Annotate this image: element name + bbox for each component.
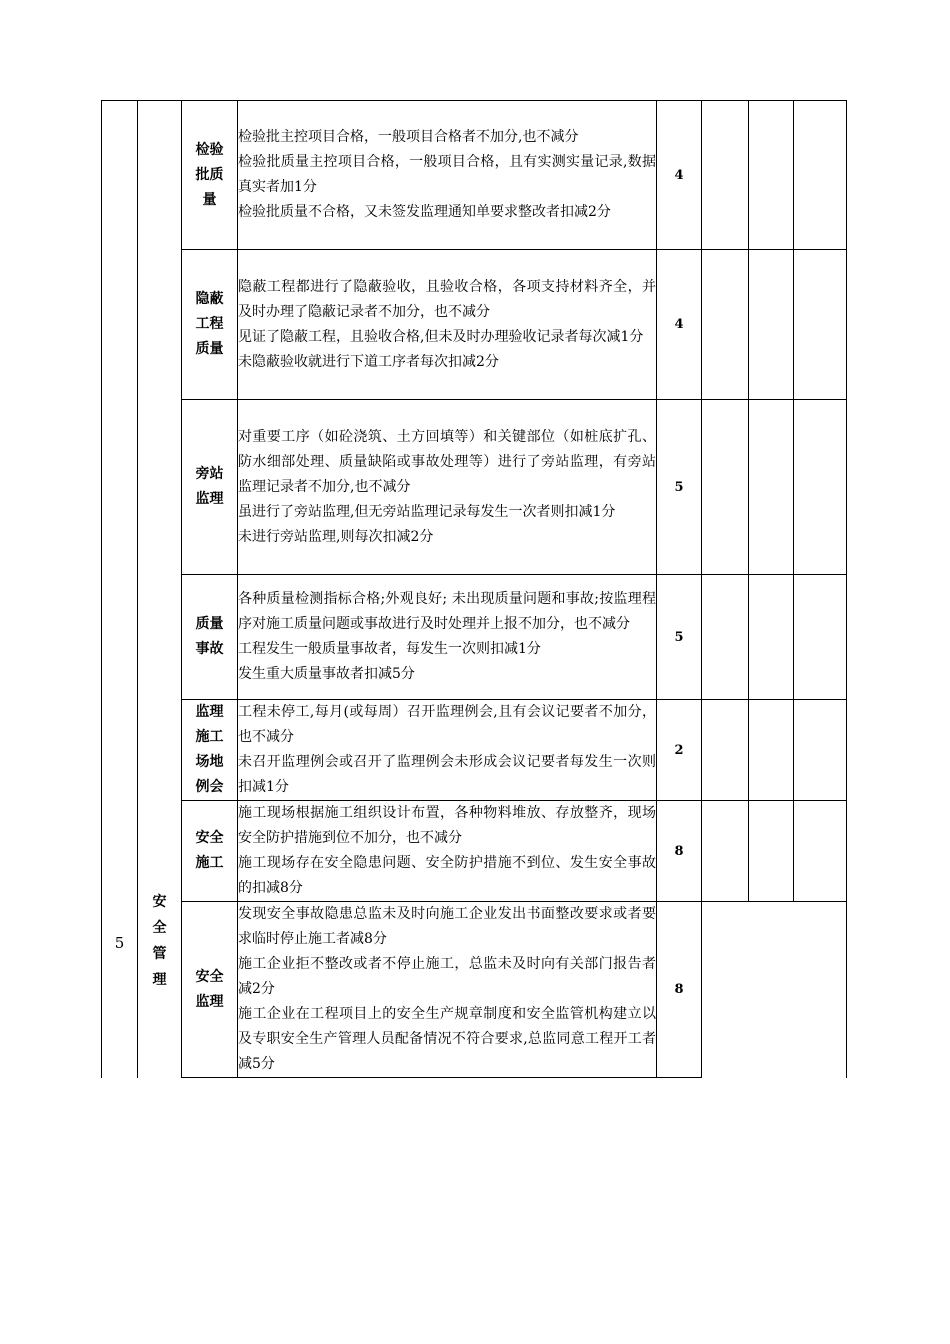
item-criteria: 对重要工序（如砼浇筑、土方回填等）和关键部位（如桩底扩孔、防水细部处理、质量缺陷或事故处理等）进行了旁站监理，有旁站监理记录者不加分,也不减分 虽进行了旁站监理,但无旁站监理记录每发生一次者则扣减1分 未进行旁站监理,则每次扣减2分 [238,400,657,575]
table-row [102,801,847,902]
table-row [102,400,847,575]
item-score: 8 [657,801,702,902]
item-criteria: 隐蔽工程都进行了隐蔽验收，且验收合格，各项支持材料齐全，并及时办理了隐蔽记录者不加分，也不减分 见证了隐蔽工程，且验收合格,但未及时办理验收记录者每次减1分 未隐蔽验收就进行下道工序者每次扣减2分 [238,250,657,400]
blank-cell [749,250,794,400]
blank-cell [702,250,749,400]
blank-cell [749,101,794,250]
item-criteria: 发现安全事故隐患总监未及时向施工企业发出书面整改要求或者要求临时停止施工者减8分 施工企业拒不整改或者不停止施工，总监未及时向有关部门报告者减2分 施工企业在工程项目上的安全生产规章制度和安全监管机构建立以及专职安全生产管理人员配备情况不符合要求,总监同意工程开工者减5分 [238,902,657,1078]
blank-cell [702,575,749,700]
blank-cell [749,400,794,575]
blank-cell [702,700,749,801]
item-name: 质量事故 [182,575,238,700]
item-criteria: 检验批主控项目合格，一般项目合格者不加分,也不减分 检验批质量主控项目合格，一般项目合格，且有实测实量记录,数据真实者加1分 检验批质量不合格，又未签发监理通知单要求整改者扣减2分 [238,101,657,250]
item-name: 监理施工场地例会 [182,700,238,801]
item-score: 5 [657,400,702,575]
scoring-table [101,100,847,1078]
blank-cell [794,400,847,575]
item-name: 安全施工 [182,801,238,902]
item-score: 8 [657,902,702,1078]
blank-cell [794,700,847,801]
item-name: 安全监理 [182,902,238,1078]
item-name: 检验批质量 [182,101,238,250]
item-score: 4 [657,101,702,250]
item-criteria: 施工现场根据施工组织设计布置，各种物料堆放、存放整齐，现场安全防护措施到位不加分，也不减分 施工现场存在安全隐患问题、安全防护措施不到位、发生安全事故的扣减8分 [238,801,657,902]
blank-cell [702,801,749,902]
blank-cell [749,700,794,801]
blank-cell [702,101,749,250]
table-row [102,700,847,801]
blank-cell [749,801,794,902]
item-score: 4 [657,250,702,400]
item-score: 5 [657,575,702,700]
table-row [102,101,847,250]
item-criteria: 各种质量检测指标合格;外观良好; 未出现质量问题和事故;按监理程序对施工质量问题或事故进行及时处理并上报不加分，也不减分 工程发生一般质量事故者，每发生一次则扣减1分 发生重大质量事故者扣减5分 [238,575,657,700]
blank-cell [794,575,847,700]
table-row [102,575,847,700]
blank-cell [794,101,847,250]
blank-cell [749,575,794,700]
table-row [102,250,847,400]
section-category: 安全管理 [138,101,182,1078]
item-name: 隐蔽工程质量 [182,250,238,400]
item-criteria: 工程未停工,每月(或每周）召开监理例会,且有会议记要者不加分，也不减分 未召开监理例会或召开了监理例会未形成会议记要者每发生一次则扣减1分 [238,700,657,801]
item-score: 2 [657,700,702,801]
blank-cell [794,801,847,902]
blank-cell [702,400,749,575]
blank-cell [794,250,847,400]
blank-cell [702,902,749,1078]
section-number: 5 [102,101,138,1078]
blank-cell [794,902,847,1078]
table-row [102,902,847,1078]
blank-cell [749,902,794,1078]
item-name: 旁站监理 [182,400,238,575]
